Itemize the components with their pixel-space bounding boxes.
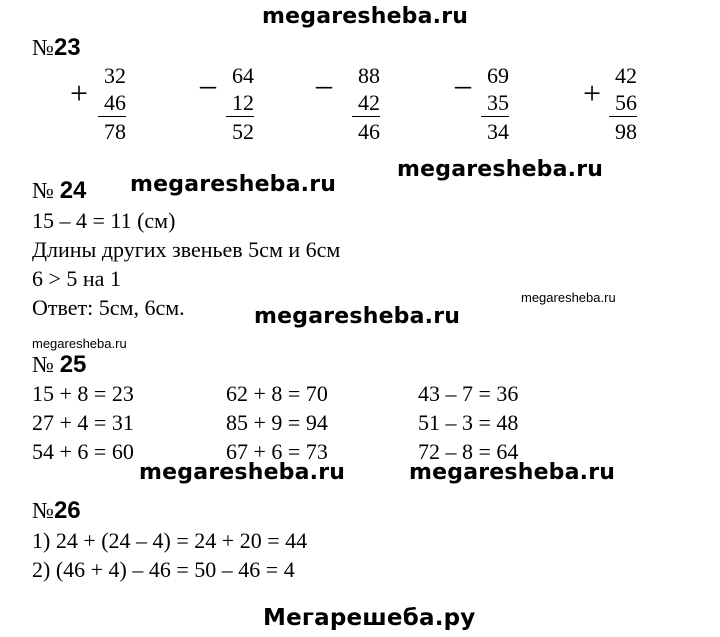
operand: 35 [481, 90, 509, 117]
result: 98 [615, 119, 637, 144]
operand: 42 [352, 90, 380, 117]
watermark-small: megaresheba.ru [32, 336, 127, 351]
task-25-expression: 62 + 8 = 70 [226, 381, 328, 406]
result: 34 [487, 119, 509, 144]
task-24-line: 15 – 4 = 11 (см) [32, 208, 176, 233]
result: 52 [232, 119, 254, 144]
plus-sign: + [583, 75, 602, 111]
task-25-expression: 54 + 6 = 60 [32, 439, 134, 464]
operand: 64 [232, 63, 254, 88]
task-26-line: 1) 24 + (24 – 4) = 24 + 20 = 44 [32, 528, 308, 553]
task-25-expression: 67 + 6 = 73 [226, 439, 328, 464]
watermark-bottom: megaresheba.ru [139, 460, 346, 485]
operand: 46 [98, 90, 126, 117]
task-25-expression: 72 – 8 = 64 [418, 439, 519, 464]
task-26-label: №26 [32, 497, 81, 524]
plus-sign: + [70, 75, 89, 111]
watermark-top: megaresheba.ru [262, 4, 469, 29]
operand: 88 [358, 63, 380, 88]
operand: 69 [487, 63, 509, 88]
task-23-label: №23 [32, 34, 81, 61]
result: 78 [104, 119, 126, 144]
task-26-line: 2) (46 + 4) – 46 = 50 – 46 = 4 [32, 557, 295, 582]
watermark-mid: megaresheba.ru [254, 304, 461, 329]
task-24-line: Длины других звеньев 5см и 6см [32, 237, 341, 262]
task-25-expression: 85 + 9 = 94 [226, 410, 328, 435]
task-25-expression: 27 + 4 = 31 [32, 410, 134, 435]
operand: 12 [226, 90, 254, 117]
watermark-mid: megaresheba.ru [397, 157, 604, 182]
task-24-label: № 24 [32, 177, 87, 204]
minus-sign: – [316, 66, 332, 102]
task-25-expression: 51 – 3 = 48 [418, 410, 519, 435]
operand: 42 [615, 63, 637, 88]
minus-sign: – [455, 66, 471, 102]
operand: 32 [104, 63, 126, 88]
task-24-line: 6 > 5 на 1 [32, 266, 121, 291]
watermark-mid: megaresheba.ru [130, 172, 337, 197]
task-24-line: Ответ: 5см, 6см. [32, 295, 185, 320]
watermark-small: megaresheba.ru [521, 290, 616, 305]
result: 46 [358, 119, 380, 144]
task-25-label: № 25 [32, 351, 87, 378]
minus-sign: – [200, 66, 216, 102]
task-25-expression: 43 – 7 = 36 [418, 381, 519, 406]
watermark-footer: Мегарешеба.ру [263, 605, 476, 631]
task-25-expression: 15 + 8 = 23 [32, 381, 134, 406]
watermark-bottom: megaresheba.ru [409, 460, 616, 485]
operand: 56 [609, 90, 637, 117]
